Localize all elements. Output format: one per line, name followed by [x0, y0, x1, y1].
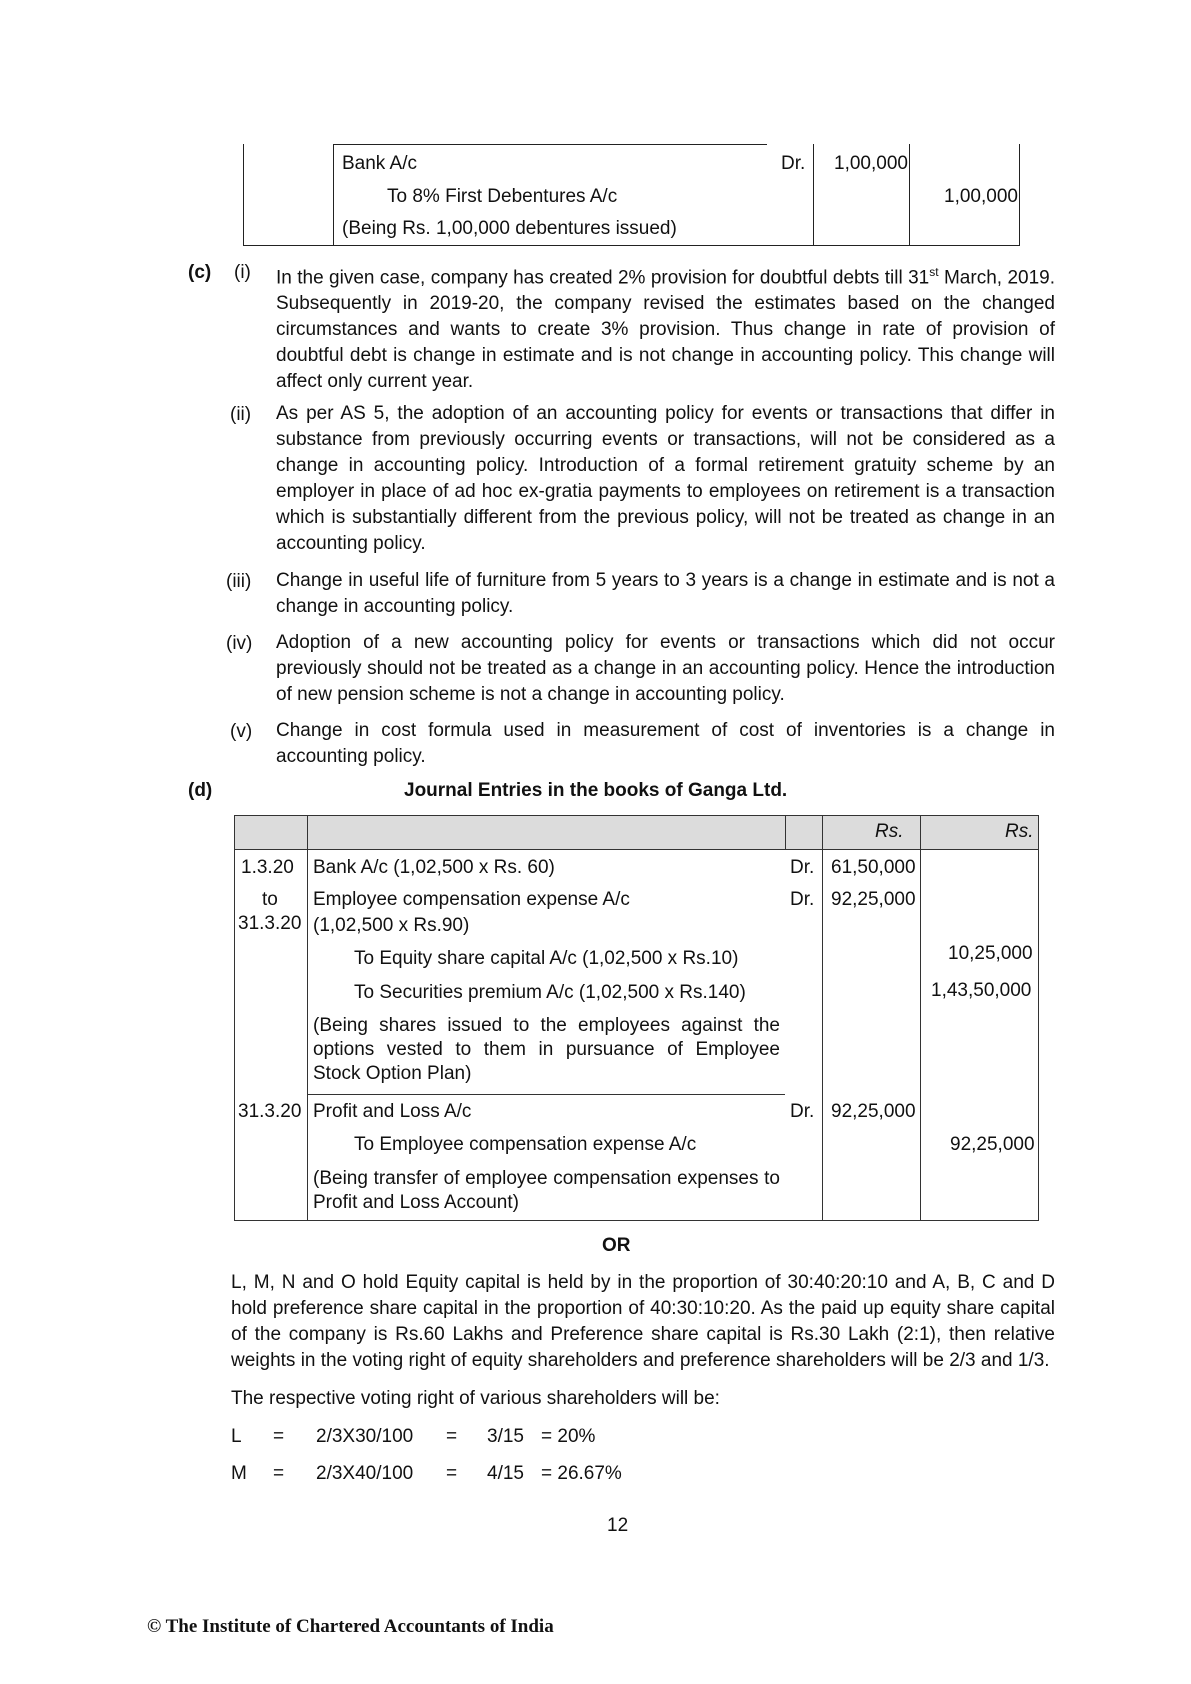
item-text: In the given case, company has created 2% provision for doubtful debts till 31	[276, 267, 930, 289]
entry-date: 31.3.20	[238, 1101, 302, 1122]
or-paragraph: L, M, N and O hold Equity capital is held by in the proportion of 30:40:20:10 and A, B, C and D hold preference share capital in the proportion of 40:30:10:20. As the paid up equity share capital of the company is Rs.60 Lakhs and Preference share capital is Rs.30 Lakh (2:1), then relative weights in the voting right of equity shareholders and preference shareholders will be 2/3 and 1/3.	[231, 1272, 1055, 1371]
section-c-item-iv: Adoption of a new accounting policy for events or transactions which did not occur previously should not be treated as a change in an accounting policy. Hence the introduction of new pension scheme is not a change in accounting policy.	[276, 632, 1055, 705]
credit-amount: 92,25,000	[950, 1134, 1035, 1155]
voting-result: = 26.67%	[541, 1463, 622, 1484]
debit-amount: 1,00,000	[834, 153, 908, 174]
entry-date-end: 31.3.20	[238, 913, 302, 934]
narration-esop: (Being shares issued to the employees against the options vested to them in pursuance of Employee Stock Option Plan)	[313, 1015, 780, 1084]
voting-result: = 20%	[541, 1426, 596, 1447]
shareholder-name: L	[231, 1426, 242, 1447]
credit-amount: 1,43,50,000	[931, 980, 1032, 1001]
voting-intro: The respective voting right of various shareholders will be:	[231, 1388, 720, 1409]
debenture-journal-table	[243, 144, 1020, 246]
or-heading: OR	[602, 1235, 631, 1256]
particular-equity-capital: To Equity share capital A/c (1,02,500 x Rs.10)	[354, 948, 739, 969]
debit-amount: 92,25,000	[831, 1101, 916, 1122]
particular-employee-comp: Employee compensation expense A/c	[313, 889, 630, 910]
shareholder-name: M	[231, 1463, 247, 1484]
item-number: (ii)	[230, 404, 252, 425]
item-number: (v)	[230, 721, 253, 742]
debit-amount: 92,25,000	[831, 889, 916, 910]
particular-securities-premium: To Securities premium A/c (1,02,500 x Rs.140)	[354, 982, 746, 1003]
debit-amount: 61,50,000	[831, 857, 916, 878]
item-number: (iv)	[226, 633, 253, 654]
entry-date-to: to	[262, 889, 278, 910]
footer-copyright: © The Institute of Chartered Accountants of India	[147, 1616, 554, 1637]
section-c-item-i	[276, 259, 1055, 395]
dr-label: Dr.	[790, 1101, 815, 1122]
equals-sign: =	[446, 1463, 458, 1484]
item-number: (i)	[234, 262, 251, 283]
particular-employee-comp-transfer: To Employee compensation expense A/c	[354, 1134, 697, 1155]
dr-label: Dr.	[790, 889, 815, 910]
equals-sign: =	[446, 1426, 458, 1447]
narration-transfer: (Being transfer of employee compensation expenses to Profit and Loss Account)	[313, 1168, 780, 1213]
voting-fraction: 4/15	[487, 1463, 524, 1484]
entry-date: 1.3.20	[241, 857, 294, 878]
bank-ac-particular: Bank A/c	[342, 153, 417, 174]
equals-sign: =	[273, 1463, 285, 1484]
superscript: st	[929, 265, 939, 279]
ganga-journal-table	[234, 815, 1039, 1221]
particular-bank: Bank A/c (1,02,500 x Rs. 60)	[313, 857, 555, 878]
section-c-item-ii: As per AS 5, the adoption of an accounting policy for events or transactions that differ in substance from previously occurring events or transactions, will not be considered as a change in accounting policy. Introduction of a formal retirement gratuity scheme by an employer in place of ad hoc ex-gratia payments to employees on retirement is a transaction which is substantially different from the previous policy, will not be treated as change in an accounting policy.	[276, 403, 1055, 554]
item-number: (iii)	[226, 571, 252, 592]
voting-expression: 2/3X30/100	[316, 1426, 414, 1447]
particular-employee-comp-calc: (1,02,500 x Rs.90)	[313, 915, 470, 936]
particular-profit-loss: Profit and Loss A/c	[313, 1101, 472, 1122]
section-c-item-iii: Change in useful life of furniture from 5 years to 3 years is a change in estimate and is not a change in accounting policy.	[276, 570, 1055, 617]
debentures-particular: To 8% First Debentures A/c	[387, 186, 618, 207]
equals-sign: =	[273, 1426, 285, 1447]
credit-amount: 10,25,000	[948, 943, 1033, 964]
header-rs-debit: Rs.	[875, 821, 904, 842]
page-number: 12	[607, 1515, 629, 1536]
dr-label: Dr.	[790, 857, 815, 878]
journal-title: Journal Entries in the books of Ganga Ltd.	[404, 780, 788, 801]
section-d-label: (d)	[188, 780, 213, 801]
voting-expression: 2/3X40/100	[316, 1463, 414, 1484]
narration: (Being Rs. 1,00,000 debentures issued)	[342, 218, 677, 239]
section-c-item-v: Change in cost formula used in measurement of cost of inventories is a change in accounting policy.	[276, 720, 1055, 767]
section-c-label: (c)	[188, 262, 212, 283]
dr-label: Dr.	[781, 153, 806, 174]
voting-fraction: 3/15	[487, 1426, 524, 1447]
header-rs-credit: Rs.	[1005, 821, 1034, 842]
item-text: March, 2019. Subsequently in 2019-20, the company revised the estimates based on the changed circumstances and wants to create 3% provision. Thus change in rate of provision of doubtful debt is change in estimate and is not change in accounting policy. This change will affect only current year.	[276, 267, 1055, 393]
credit-amount: 1,00,000	[944, 186, 1018, 207]
